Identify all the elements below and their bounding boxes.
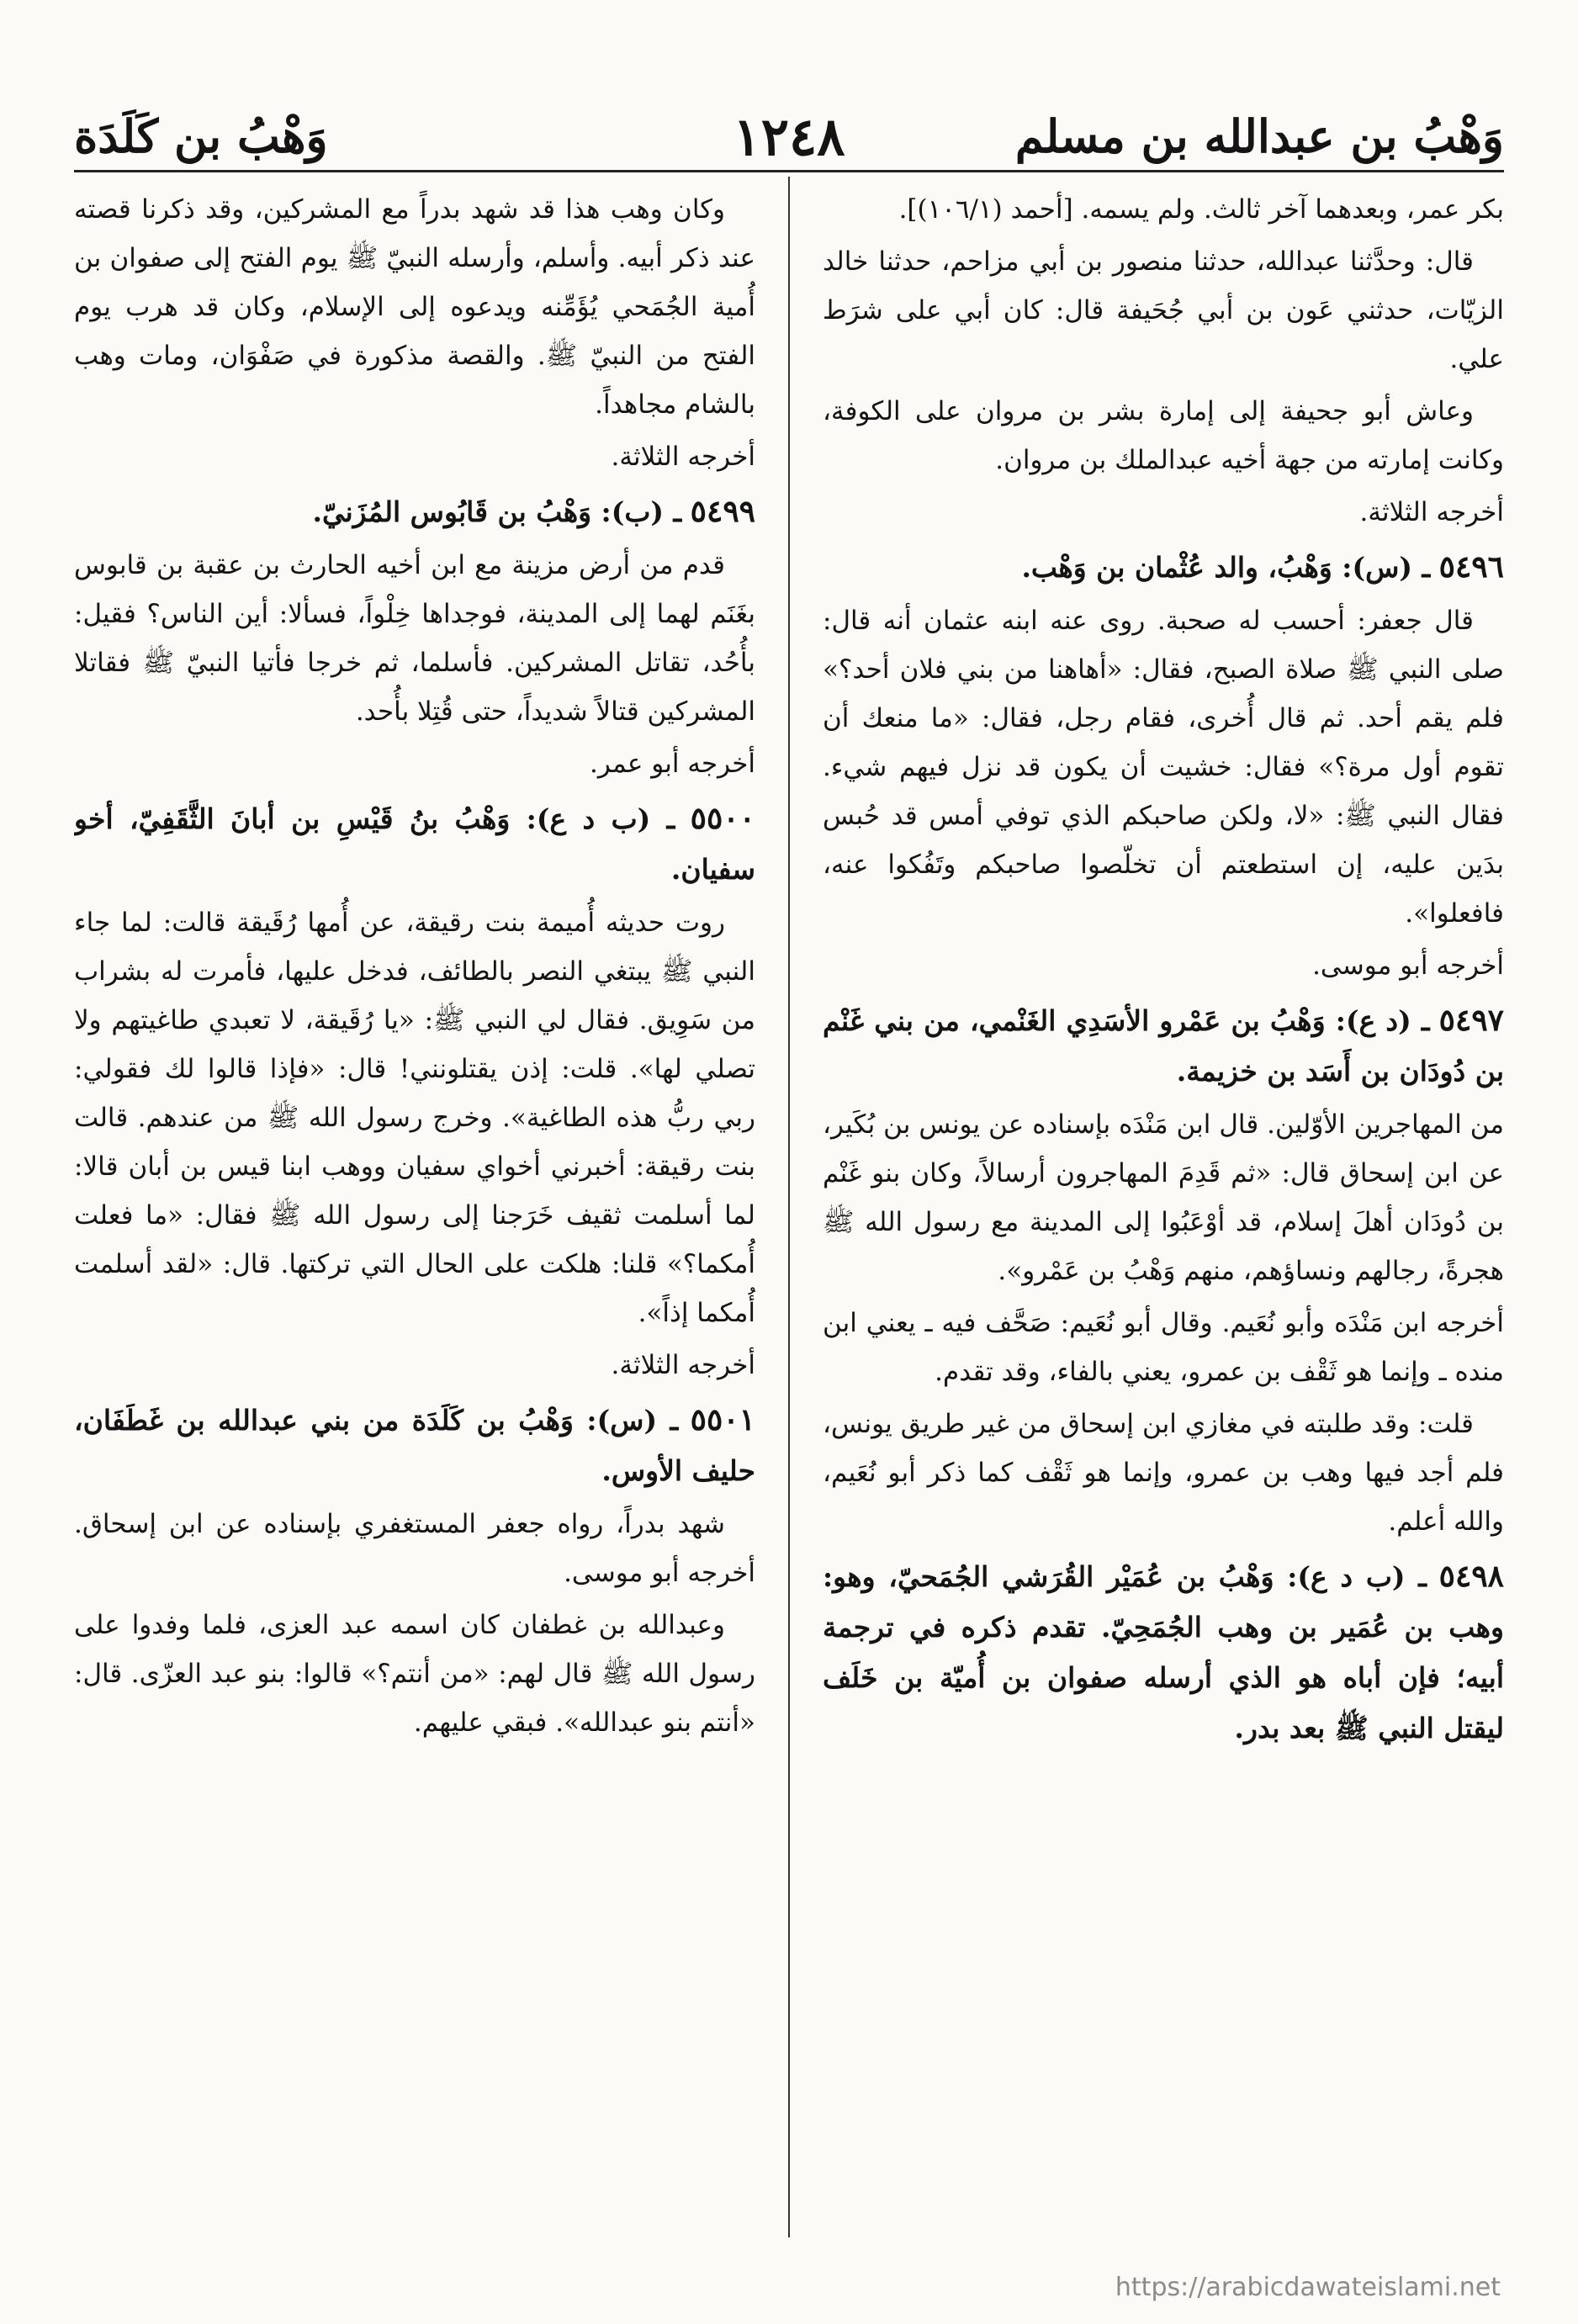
entry-number: ٥٥٠١ xyxy=(690,1402,755,1437)
entry-heading xyxy=(74,793,755,895)
entry-title: ـ (د ع): وَهْبُ بن عَمْرو الأسَدِي الغَنْمي، من بني غَنْم بن دُودَان بن أَسَد بن خزيمة. xyxy=(823,1004,1504,1088)
paragraph: وعاش أبو جحيفة إلى إمارة بشر بن مروان على الكوفة، وكانت إمارته من جهة أخيه عبدالملك بن مروان. xyxy=(823,396,1504,475)
entry-number: ٥٤٩٦ xyxy=(1438,549,1504,585)
left-column xyxy=(74,185,755,2263)
header-rule xyxy=(74,170,1504,172)
paragraph: قال جعفر: أحسب له صحبة. روى عنه ابنه عثمان أنه قال: صلى النبي ﷺ صلاة الصبح، فقال: «أهاهنا من بني فلان أحد؟» فلم يقم أحد. ثم قال أُخرى، فقام رجل، فقال: «ما منعك أن تقوم أول مرة؟» فقال: خشيت أن يكون قد نزل فيهم شيء. فقال النبي ﷺ: «لا، ولكن صاحبكم الذي توفي أمس قد حُبس بدَين عليه، إن استطعتم أن تخلّصوا صاحبكم وتَفُكوا عنه، فافعلوا». xyxy=(823,606,1504,929)
running-title-left: وَهْبُ بن كَلَدَة xyxy=(74,109,328,163)
page-number: ١٢٤٨ xyxy=(733,106,845,167)
entry-title: ـ (ب د ع): وَهْبُ بنُ قَيْسِ بن أبانَ الثَّقَفِيّ، أخو سفيان. xyxy=(74,802,755,886)
paragraph: أخرجه الثلاثة. xyxy=(1359,497,1504,527)
entry-number: ٥٥٠٠ xyxy=(690,801,755,836)
running-title-right: وَهْبُ بن عبدالله بن مسلم xyxy=(1014,109,1504,163)
entry-title: ـ (ب): وَهْبُ بن قَابُوس المُزَنيّ. xyxy=(312,495,682,528)
right-column xyxy=(823,185,1504,2263)
entry-heading xyxy=(74,1395,755,1496)
paragraph: أخرجه أبو موسى. xyxy=(1312,950,1504,981)
paragraph: روت حديثه أُميمة بنت رقيقة، عن أُمها رُقَيقة قالت: لما جاء النبي ﷺ يبتغي النصر بالطائف، فدخل عليها، فأمرت له بشراب من سَوِيق. فقال لي النبي ﷺ: «يا رُقَيقة، لا تعبدي طاغيتهم ولا تصلي لها». قلت: إذن يقتلونني! قال: «فإذا قالوا لك فقولي: ربي ربُّ هذه الطاغية». وخرج رسول الله ﷺ من عندهم. قالت بنت رقيقة: أخبرني أخواي سفيان ووهب ابنا قيس بن أبان قالا: لما أسلمت ثقيف خَرَجنا إلى رسول الله ﷺ فقال: «ما فعلت أُمكما؟» قلنا: هلكت على الحال التي تركتها. قال: «لقد أسلمت أُمكما إذاً». xyxy=(74,908,755,1328)
paragraph: قال: وحدَّثنا عبدالله، حدثنا منصور بن أبي مزاحم، حدثنا خالد الزيّات، حدثني عَون بن أبي جُحَيفة قال: كان أبي على شرَط علي. xyxy=(823,246,1504,374)
paragraph: أخرجه أبو عمر. xyxy=(589,749,755,779)
entry-number: ٥٤٩٩ xyxy=(690,494,755,529)
entry-number: ٥٤٩٨ xyxy=(1438,1559,1504,1594)
entry-title: ـ (ب د ع): وَهْبُ بن عُمَيْر القُرَشي الجُمَحيّ، وهو: وهب بن عُمَير بن وهب الجُمَحِيّ. تقدم ذكره في ترجمة أبيه؛ فإن أباه هو الذي أرسله صفوان بن أُميّة بن خَلَف ليقتل النبي ﷺ بعد بدر. xyxy=(823,1560,1504,1744)
page-header xyxy=(74,94,1504,178)
paragraph: وعبدالله بن غطفان كان اسمه عبد العزى، فلما وفدوا على رسول الله ﷺ قال لهم: «من أنتم؟» قالوا: بنو عبد العزّى. قال: «أنتم بنو عبدالله». فبقي عليهم. xyxy=(74,1610,755,1738)
entry-heading xyxy=(823,995,1504,1097)
entry-title: ـ (س): وَهْبُ، والد عُثْمان بن وَهْب. xyxy=(1021,551,1431,584)
paragraph: شهد بدراً، رواه جعفر المستغفري بإسناده عن ابن إسحاق. أخرجه أبو موسى. xyxy=(74,1509,755,1588)
paragraph: من المهاجرين الأوّلين. قال ابن مَنْدَه بإسناده عن يونس بن بُكَير، عن ابن إسحاق قال: «ثم قَدِمَ المهاجرون أرسالاً، وكان بنو غَنْم بن دُودَان أهلَ إسلام، قد أوْعَبُوا إلى المدينة مع رسول الله ﷺ هجرةً، رجالهم ونساؤهم، منهم وَهْبُ بن عَمْرو». xyxy=(823,1109,1504,1286)
paragraph: أخرجه ابن مَنْدَه وأبو نُعَيم. وقال أبو نُعَيم: صَحَّف فيه ـ يعني ابن منده ـ وإنما هو ثَقْف بن عمرو، يعني بالفاء، وقد تقدم. xyxy=(823,1308,1504,1387)
entry-number: ٥٤٩٧ xyxy=(1438,1003,1504,1038)
paragraph: بكر عمر، وبعدهما آخر ثالث. ولم يسمه. [أحمد (١٠٦/١)]. xyxy=(898,194,1504,225)
entry-heading xyxy=(74,486,755,537)
entry-title: ـ (س): وَهْبُ بن كَلَدَة من بني عبدالله بن غَطَفَان، حليف الأوس. xyxy=(74,1404,755,1487)
paragraph: قدم من أرض مزينة مع ابن أخيه الحارث بن عقبة بن قابوس بغَنَم لهما إلى المدينة، فوجداها خِلْواً، فسألا: أين الناس؟ فقيل: بأُحُد، تقاتل المشركين. فأسلما، ثم خرجا فأتيا النبيّ ﷺ فقاتلا المشركين قتالاً شديداً، حتى قُتِلا بأُحد. xyxy=(74,550,755,727)
paragraph: وكان وهب هذا قد شهد بدراً مع المشركين، وقد ذكرنا قصته عند ذكر أبيه. وأسلم، وأرسله النبيّ ﷺ يوم الفتح إلى صفوان بن أُمية الجُمَحي يُؤَمِّنه ويدعوه إلى الإسلام، وكان قد هرب يوم الفتح من النبيّ ﷺ. والقصة مذكورة في صَفْوَان، ومات وهب بالشام مجاهداً. xyxy=(74,194,755,420)
entry-heading xyxy=(823,1551,1504,1754)
column-divider xyxy=(788,177,790,2237)
paragraph: أخرجه الثلاثة. xyxy=(611,442,755,472)
watermark-url: https://arabicdawateislami.net xyxy=(1115,2273,1501,2302)
entry-heading xyxy=(823,542,1504,593)
paragraph: أخرجه الثلاثة. xyxy=(611,1350,755,1380)
paragraph: قلت: وقد طلبته في مغازي ابن إسحاق من غير طريق يونس، فلم أجد فيها وهب بن عمرو، وإنما هو ثَقْف كما ذكر أبو نُعَيم، والله أعلم. xyxy=(823,1409,1504,1537)
